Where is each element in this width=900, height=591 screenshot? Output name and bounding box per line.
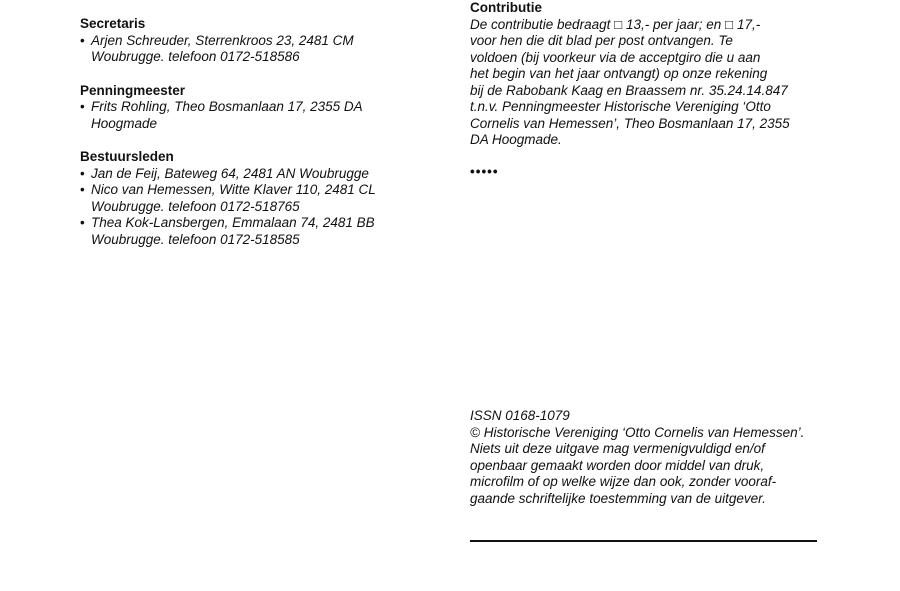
list-item xyxy=(80,33,420,66)
colophon-line: openbaar gemaakt worden door middel van druk, xyxy=(470,457,765,473)
list-item xyxy=(80,99,420,132)
paragraph-line: voldoen (bij voorkeur via de acceptgiro die u aan xyxy=(470,49,761,65)
list-item-line: Nico van Hemessen, Witte Klaver 110, 2481 CL xyxy=(91,182,376,197)
paragraph-line: het begin van het jaar ontvangt) op onze rekening xyxy=(470,66,768,81)
list-item-line: Thea Kok-Lansbergen, Emmalaan 74, 2481 BB xyxy=(91,215,375,230)
list-item-line: Woubrugge. telefoon 0172-518586 xyxy=(91,49,300,64)
list-item xyxy=(80,215,420,248)
list-item xyxy=(80,182,420,215)
issn-line: ISSN 0168-1079 xyxy=(470,408,570,423)
list-item-line: Hoogmade xyxy=(91,115,158,131)
contributie-paragraph xyxy=(470,17,816,149)
list-item xyxy=(80,166,420,183)
penningmeester-heading: Penningmeester xyxy=(80,82,186,98)
paragraph-line: bij de Rabobank Kaag en Braassem nr. 35.24.14.847 xyxy=(470,82,788,98)
penningmeester-section xyxy=(80,83,420,133)
colophon-line: microfilm of op welke wijze dan ook, zonder vooraf- xyxy=(470,474,777,489)
copyright-line: © Historische Vereniging ‘Otto Cornelis van Hemessen’. xyxy=(470,424,805,440)
secretaris-heading: Secretaris xyxy=(80,16,146,31)
penningmeester-list xyxy=(80,99,420,132)
paragraph-line: Cornelis van Hemessen’, Theo Bosmanlaan 17, 2355 xyxy=(470,115,790,131)
paragraph-line: DA Hoogmade. xyxy=(470,132,562,147)
horizontal-rule xyxy=(470,540,817,542)
secretaris-list xyxy=(80,33,420,66)
bestuursleden-section xyxy=(80,149,420,248)
paragraph-line: voor hen die dit blad per post ontvangen. Te xyxy=(470,33,733,48)
colophon xyxy=(470,408,822,507)
list-item-line: Arjen Schreuder, Sterrenkroos 23, 2481 CM xyxy=(91,32,354,48)
separator-dots: ••••• xyxy=(470,164,499,179)
colophon-text xyxy=(470,408,822,507)
left-column xyxy=(80,16,420,265)
contributie-heading: Contributie xyxy=(470,0,542,15)
right-column xyxy=(470,0,820,149)
list-item-line: Woubrugge. telefoon 0172-518585 xyxy=(91,231,300,247)
paragraph-line: De contributie bedraagt □ 13,- per jaar; en □ 17,- xyxy=(470,16,761,32)
bestuursleden-heading: Bestuursleden xyxy=(80,149,174,164)
colophon-line: Niets uit deze uitgave mag vermenigvuldigd en/of xyxy=(470,441,765,456)
colophon-line: gaande schriftelijke toestemming van de uitgever. xyxy=(470,490,766,506)
list-item-line: Jan de Feij, Bateweg 64, 2481 AN Woubrugge xyxy=(91,165,369,181)
secretaris-section xyxy=(80,16,420,66)
list-item-line: Frits Rohling, Theo Bosmanlaan 17, 2355 DA xyxy=(91,99,363,114)
list-item-line: Woubrugge. telefoon 0172-518765 xyxy=(91,198,300,214)
paragraph-line: t.n.v. Penningmeester Historische Vereniging ‘Otto xyxy=(470,99,771,114)
bestuursleden-list xyxy=(80,166,420,249)
